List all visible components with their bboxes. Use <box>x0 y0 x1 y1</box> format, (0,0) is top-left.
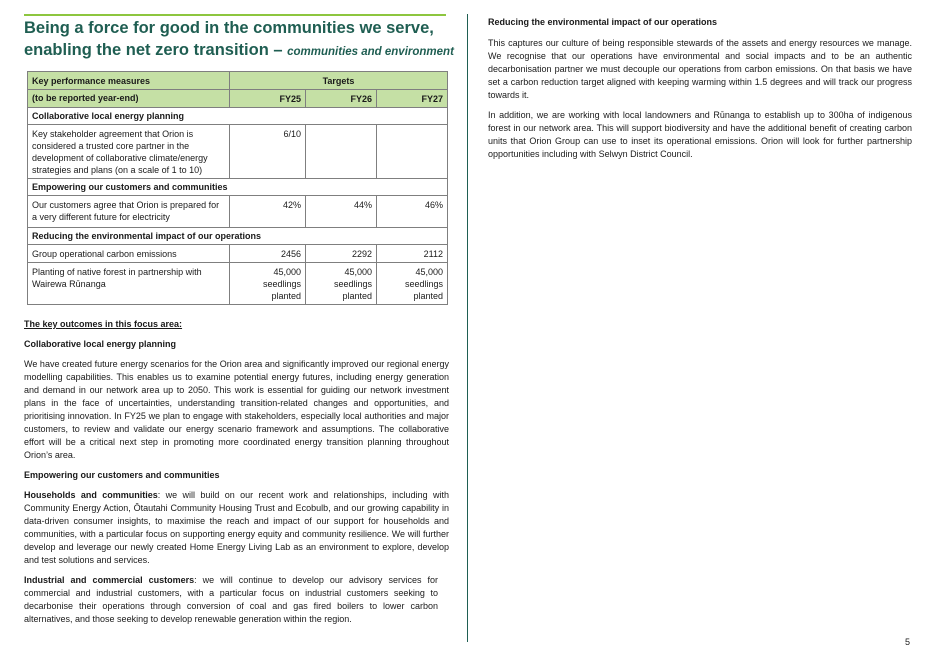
fy25-cell: 45,000 seedlings planted <box>230 263 306 305</box>
header-targets: Targets <box>230 72 448 90</box>
fy25-cell: 6/10 <box>230 125 306 179</box>
industrial-text: : we will continue to develop our advisory services for commercial and industrial customers, with a particular focus on industrial customers seeking to decarbonise their operations through conversion of coal and gas fired boilers to lower carbon alternatives, and those seeking to develop renewable generation within the region. <box>24 575 438 624</box>
page-number: 5 <box>905 637 911 647</box>
table-row <box>28 125 448 179</box>
outcomes-heading: The key outcomes in this focus area: <box>24 319 183 329</box>
section-title-planning: Collaborative local energy planning <box>28 108 448 125</box>
right-column-text <box>488 16 912 168</box>
empowering-heading: Empowering our customers and communities <box>24 470 220 480</box>
table-row <box>28 196 448 228</box>
header-fy27: FY27 <box>377 90 448 108</box>
table-header-row <box>28 72 448 90</box>
industrial-label: Industrial and commercial customers <box>24 575 195 585</box>
title-subtitle: communities and environment <box>287 46 454 58</box>
table-row <box>28 245 448 263</box>
kpi-table <box>27 71 448 305</box>
section-row <box>28 179 448 196</box>
planning-heading: Collaborative local energy planning <box>24 339 177 349</box>
planning-paragraph: We have created future energy scenarios for the Orion area and significantly improved our regional energy modelling capabilities. This enables us to examine potential energy futures, including energy generation and demand in our network area up to 2050. This work is essential for guiding our network investment plans in the face of uncertainties, understanding transition-related changes and opportunities, and prioritising innovation. In FY25 we plan to engage with stakeholders, especially local authorities and major customers, to review and validate our energy scenario framework and assumptions. The collaborative effort will be a critical next step in promoting more coordinated energy transition planning throughout Orion’s area. <box>24 359 449 460</box>
title-line-2: enabling the net zero transition – <box>24 41 288 59</box>
table-subheader-row <box>28 90 448 108</box>
fy25-cell: 2456 <box>230 245 306 263</box>
fy27-cell <box>377 125 448 179</box>
measure-cell: Planting of native forest in partnership with Wairewa Rūnanga <box>28 263 230 305</box>
households-label: Households and communities <box>24 490 158 500</box>
environment-paragraph-2: In addition, we are working with local landowners and Rūnanga to establish up to 300ha of indigenous forest in our network area. This will support biodiversity and have the additional benefit of creating carbon units that Orion Group can use to inset its operational emissions. Orion will look for further partnership opportunities including with Selwyn District Council. <box>488 110 912 159</box>
left-column-text <box>24 318 449 633</box>
measure-cell: Our customers agree that Orion is prepared for a very different future for electricity <box>28 196 230 228</box>
header-measures-line2: (to be reported year-end) <box>28 90 230 108</box>
environment-heading: Reducing the environmental impact of our operations <box>488 17 718 27</box>
households-text: : we will build on our recent work and relationships, including with Community Energy Action, Ōtautahi Community Housing Trust and Ecobulb, and our growing capability in data-driven consumer insights, to maximise the reach and impact of our support for households and communities, with a particular focus on supporting energy equity and community resilience. We will further develop and leverage our newly created Home Energy Living Lab as an environment to explore, develop and test solutions and services. <box>24 490 449 565</box>
header-measures-line1: Key performance measures <box>28 72 230 90</box>
fy26-cell: 2292 <box>306 245 377 263</box>
fy26-cell: 44% <box>306 196 377 228</box>
fy26-cell: 45,000 seedlings planted <box>306 263 377 305</box>
fy25-cell: 42% <box>230 196 306 228</box>
table-row <box>28 263 448 305</box>
header-fy25: FY25 <box>230 90 306 108</box>
column-divider <box>467 14 468 642</box>
title-line-1: Being a force for good in the communities we serve, <box>24 19 434 37</box>
fy26-cell <box>306 125 377 179</box>
fy27-cell: 2112 <box>377 245 448 263</box>
measure-cell: Key stakeholder agreement that Orion is considered a trusted core partner in the development of collaborative climate/energy strategies and plans (on a scale of 1 to 10) <box>28 125 230 179</box>
header-fy26: FY26 <box>306 90 377 108</box>
section-row <box>28 228 448 245</box>
fy27-cell: 46% <box>377 196 448 228</box>
section-title-environment: Reducing the environmental impact of our operations <box>28 228 448 245</box>
households-paragraph <box>24 489 449 567</box>
page-title <box>24 17 454 63</box>
section-row <box>28 108 448 125</box>
environment-paragraph-1: This captures our culture of being responsible stewards of the assets and energy resources we manage. We recognise that our operations have environmental and social impacts and to be an authentic decarbonisation partner we must decouple our operations from carbon emissions. On that basis we have set a carbon reduction target aligned with keeping warming within 1.5 degrees and will track our progress towards it. <box>488 38 912 100</box>
title-rule <box>24 14 446 16</box>
measure-cell: Group operational carbon emissions <box>28 245 230 263</box>
fy27-cell: 45,000 seedlings planted <box>377 263 448 305</box>
section-title-empowering: Empowering our customers and communities <box>28 179 448 196</box>
industrial-paragraph <box>24 574 438 626</box>
